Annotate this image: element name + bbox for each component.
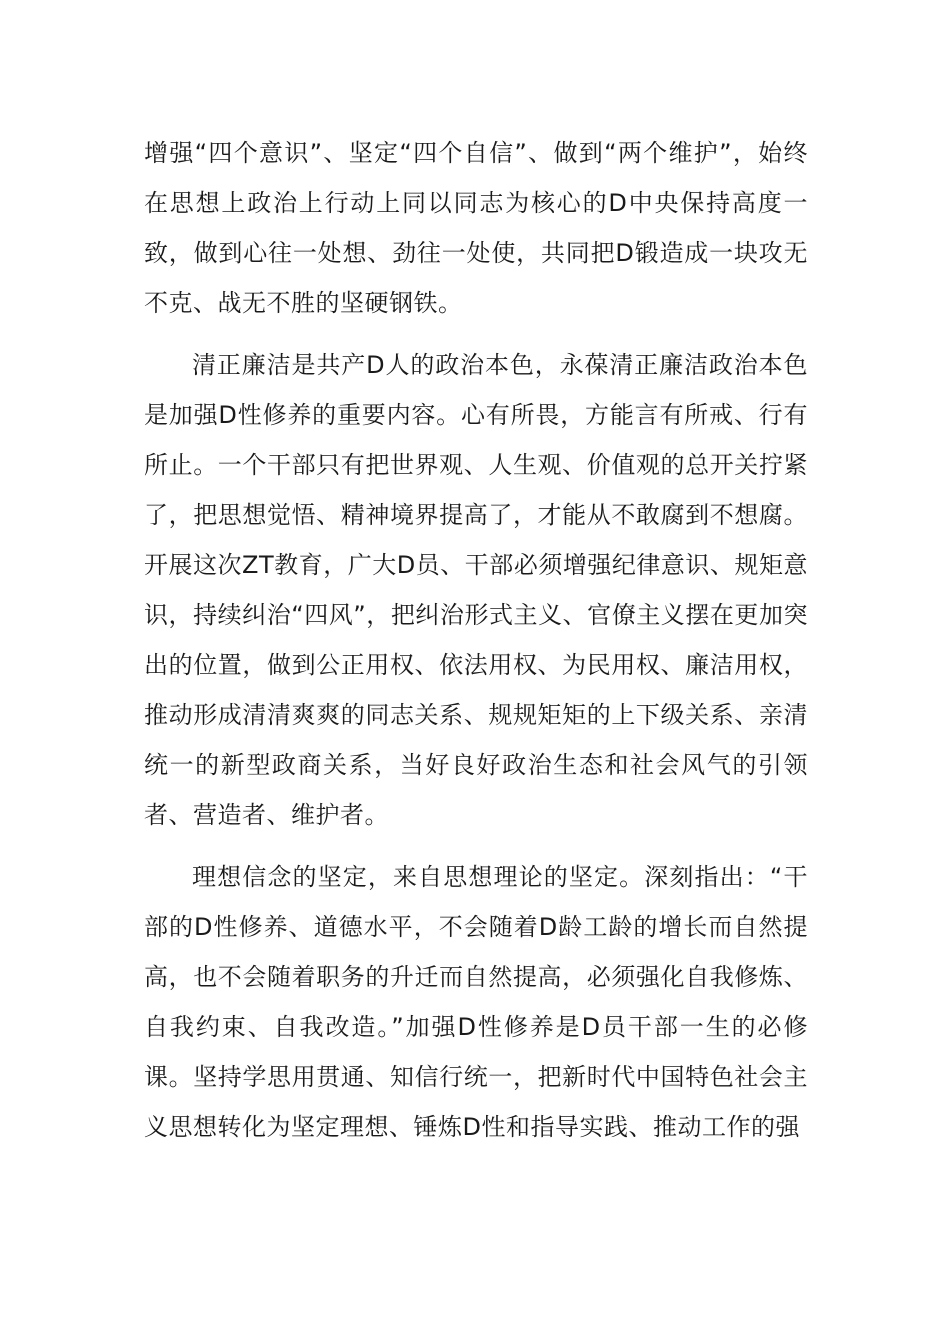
paragraph-1: 增强“四个意识”、坚定“四个自信”、做到“两个维护”，始终在思想上政治上行动上同以同志为核心的D中央保持高度一致，做到心往一处想、劲往一处使，共同把D锻造成一块攻无不克、战无不胜的坚硬钢铁。 — [144, 139, 808, 317]
document-body — [144, 128, 808, 1164]
paragraph-3: 理想信念的坚定，来自思想理论的坚定。深刻指出：“干部的D性修养、道德水平，不会随着D龄工龄的增长而自然提高，也不会随着职务的升迁而自然提高，必须强化自我修炼、自我约束、自我改造。”加强D性修养是D员干部一生的必修课。坚持学思用贯通、知信行统一，把新时代中国特色社会主义思想转化为坚定理想、锤炼D性和指导实践、推动工作的强 — [144, 863, 808, 1141]
paragraph-2: 清正廉洁是共产D人的政治本色，永葆清正廉洁政治本色是加强D性修养的重要内容。心有所畏，方能言有所戒、行有所止。一个干部只有把世界观、人生观、价值观的总开关拧紧了，把思想觉悟、精神境界提高了，才能从不敢腐到不想腐。开展这次ZT教育，广大D员、干部必须增强纪律意识、规矩意识，持续纠治“四风”，把纠治形式主义、官僚主义摆在更加突出的位置，做到公正用权、依法用权、为民用权、廉洁用权，推动形成清清爽爽的同志关系、规规矩矩的上下级关系、亲清统一的新型政商关系，当好良好政治生态和社会风气的引领者、营造者、维护者。 — [144, 351, 808, 829]
